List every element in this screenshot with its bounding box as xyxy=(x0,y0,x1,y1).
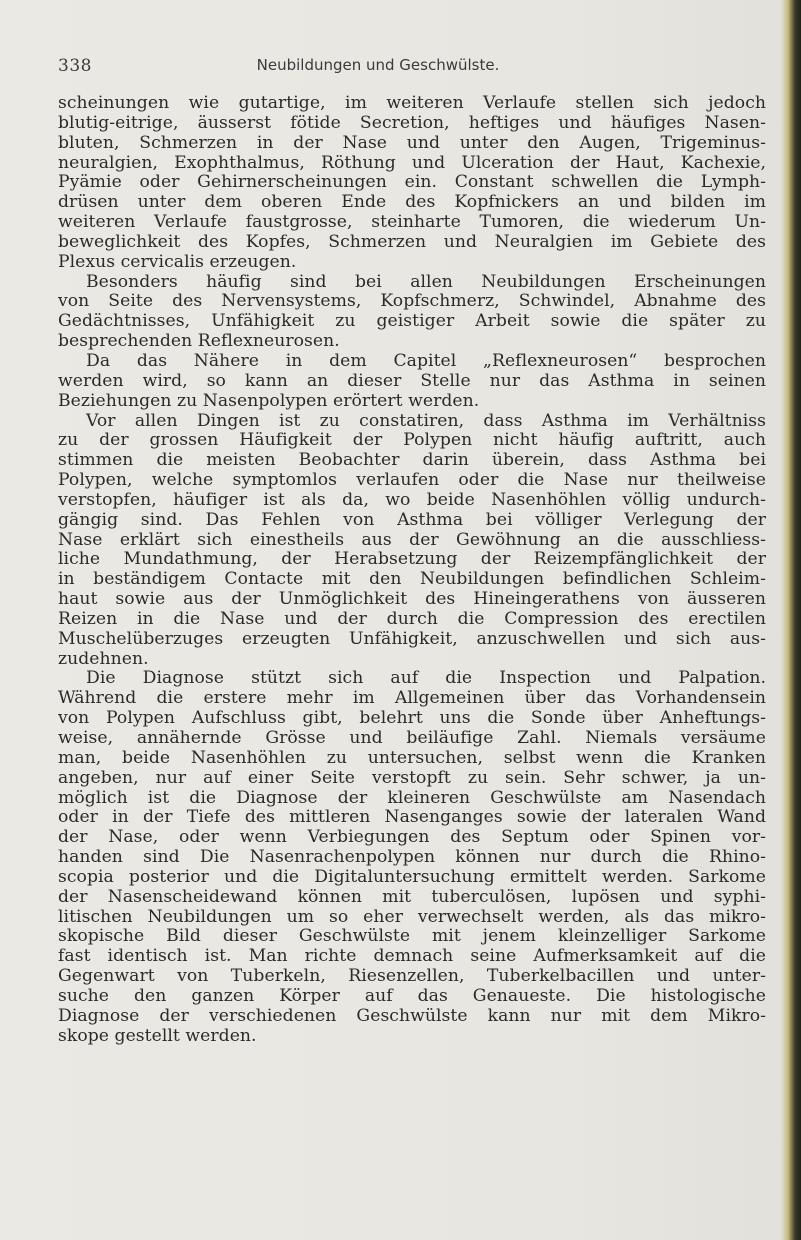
text-line: man, beide Nasenhöhlen zu untersuchen, selbst wenn die Kranken xyxy=(58,747,766,768)
text-line: fast identisch ist. Man richte demnach seine Aufmerksamkeit auf die xyxy=(58,946,766,967)
text-line: suche den ganzen Körper auf das Genaueste. Die histologische xyxy=(58,985,766,1006)
text-line: stimmen die meisten Beobachter darin überein, dass Asthma bei xyxy=(58,450,766,471)
text-line: zu der grossen Häufigkeit der Polypen nicht häufig auftritt, auch xyxy=(58,430,766,451)
text-line: zudehnen. xyxy=(58,648,149,669)
text-line: Pyämie oder Gehirnerscheinungen ein. Constant schwellen die Lymph- xyxy=(58,172,766,193)
text-line: haut sowie aus der Unmöglichkeit des Hineingerathens von äusseren xyxy=(58,589,766,610)
text-line: gängig sind. Das Fehlen von Asthma bei völliger Verlegung der xyxy=(58,509,766,530)
page-edge-shadow xyxy=(781,0,801,1240)
text-line: litischen Neubildungen um so eher verwechselt werden, als das mikro- xyxy=(58,906,766,927)
text-line: weise, annähernde Grösse und beiläufige Zahl. Niemals versäume xyxy=(58,728,766,748)
paragraph-first-line: Besonders häufig sind bei allen Neubildungen Erscheinungen xyxy=(86,271,766,292)
text-line: Plexus cervicalis erzeugen. xyxy=(58,251,297,272)
text-line: verstopfen, häufiger ist als da, wo beide Nasenhöhlen völlig undurch- xyxy=(58,489,766,510)
text-line: Muschelüberzuges erzeugten Unfähigkeit, anzuschwellen und sich aus- xyxy=(58,628,766,649)
text-line: scopia posterior und die Digitaluntersuchung ermittelt werden. Sarkome xyxy=(58,866,766,887)
text-line: Gegenwart von Tuberkeln, Riesenzellen, Tuberkelbacillen und unter- xyxy=(58,966,766,987)
text-line: blutig-eitrige, äusserst fötide Secretion, heftiges und häufiges Nasen- xyxy=(58,112,766,133)
running-title: Neubildungen und Geschwülste. xyxy=(256,56,500,74)
text-line: angeben, nur auf einer Seite verstopft zu sein. Sehr schwer, ja un- xyxy=(58,767,766,788)
text-line: Polypen, welche symptomlos verlaufen oder die Nase nur theilweise xyxy=(58,470,766,491)
text-line: werden wird, so kann an dieser Stelle nur das Asthma in seinen xyxy=(58,370,766,391)
paragraph-first-line: Da das Nähere in dem Capitel „Reflexneurosen“ besprochen xyxy=(86,350,766,371)
text-line: weiteren Verlaufe faustgrosse, steinharte Tumoren, die wiederum Un- xyxy=(58,212,766,233)
text-line: neuralgien, Exophthalmus, Röthung und Ulceration der Haut, Kachexie, xyxy=(58,152,766,173)
text-line: Während die erstere mehr im Allgemeinen über das Vorhandensein xyxy=(58,688,766,709)
body-text xyxy=(58,94,766,1047)
text-line: liche Mundathmung, der Herabsetzung der Reizempfänglichkeit der xyxy=(58,549,766,570)
text-line: beweglichkeit des Kopfes, Schmerzen und Neuralgien im Gebiete des xyxy=(58,231,766,252)
text-line: Diagnose der verschiedenen Geschwülste kann nur mit dem Mikro- xyxy=(58,1005,766,1026)
text-line: skopische Bild dieser Geschwülste mit jenem kleinzelliger Sarkome xyxy=(58,926,766,947)
text-line: Gedächtnisses, Unfähigkeit zu geistiger Arbeit sowie die später zu xyxy=(58,311,766,332)
text-line: oder in der Tiefe des mittleren Nasenganges sowie der lateralen Wand xyxy=(58,807,766,828)
paragraph-first-line: Vor allen Dingen ist zu constatiren, dass Asthma im Verhältniss xyxy=(86,410,766,431)
text-line: von Seite des Nervensystems, Kopfschmerz, Schwindel, Abnahme des xyxy=(58,291,766,312)
text-line: handen sind Die Nasenrachenpolypen können nur durch die Rhino- xyxy=(58,847,766,868)
text-line: scheinungen wie gutartige, im weiteren Verlaufe stellen sich jedoch xyxy=(58,93,766,113)
text-line: von Polypen Aufschluss gibt, belehrt uns die Sonde über Anheftungs- xyxy=(58,708,766,729)
text-line: Nase erklärt sich einestheils aus der Gewöhnung an die ausschliess- xyxy=(58,529,766,550)
text-line: der Nase, oder wenn Verbiegungen des Septum oder Spinen vor- xyxy=(58,827,766,848)
text-line: besprechenden Reflexneurosen. xyxy=(58,331,340,352)
paragraph-first-line: Die Diagnose stützt sich auf die Inspection und Palpation. xyxy=(86,668,766,689)
text-line: Reizen in die Nase und der durch die Compression des erectilen xyxy=(58,608,766,629)
text-line: der Nasenscheidewand können mit tuberculösen, lupösen und syphi- xyxy=(58,886,766,907)
text-line: drüsen unter dem oberen Ende des Kopfnickers an und bilden im xyxy=(58,192,766,213)
text-line: möglich ist die Diagnose der kleineren Geschwülste am Nasendach xyxy=(58,787,766,808)
text-line: skope gestellt werden. xyxy=(58,1025,257,1046)
text-line: Beziehungen zu Nasenpolypen erörtert werden. xyxy=(58,390,480,411)
page-header xyxy=(58,56,778,82)
text-line: in beständigem Contacte mit den Neubildungen befindlichen Schleim- xyxy=(58,569,766,590)
page-number: 338 xyxy=(58,56,92,76)
text-line: bluten, Schmerzen in der Nase und unter den Augen, Trigeminus- xyxy=(58,132,766,153)
